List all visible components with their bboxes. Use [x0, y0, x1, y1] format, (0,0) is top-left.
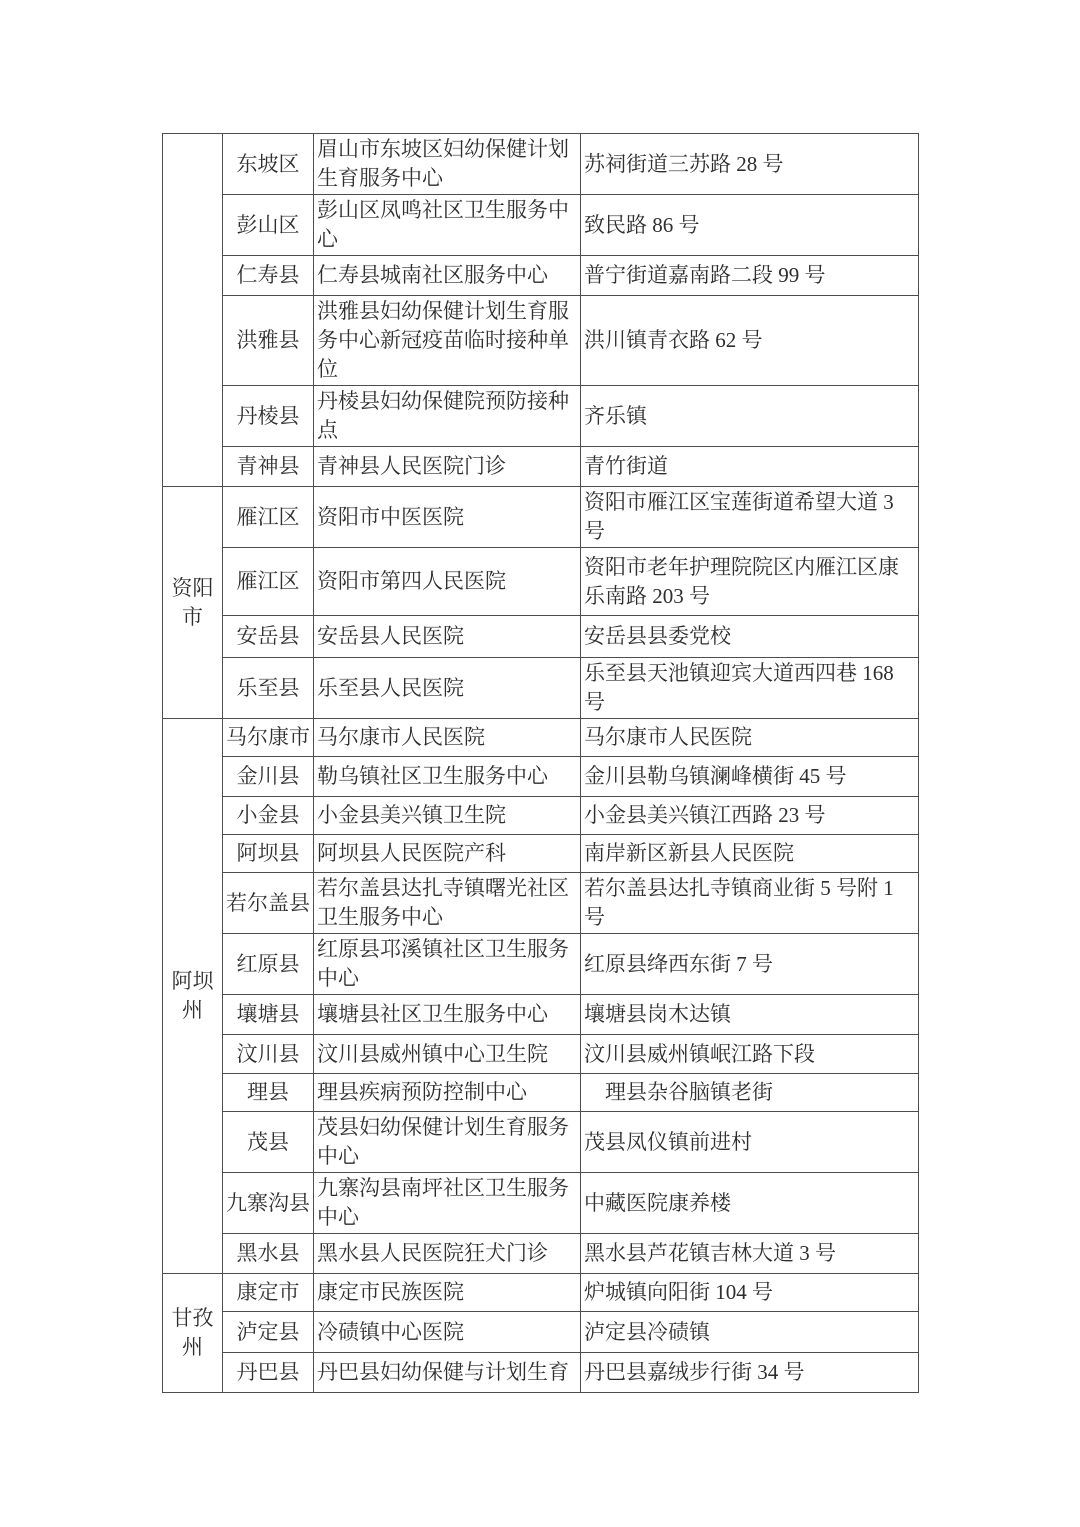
- city-cell: 资阳市: [163, 487, 223, 719]
- county-cell: 泸定县: [223, 1312, 314, 1353]
- county-cell: 彭山区: [223, 195, 314, 256]
- table-row: [163, 386, 919, 447]
- table-row: [163, 797, 919, 835]
- county-cell: 红原县: [223, 934, 314, 995]
- table-row: [163, 835, 919, 873]
- table-row: [163, 1035, 919, 1074]
- county-cell: 仁寿县: [223, 256, 314, 296]
- table-row: [163, 719, 919, 757]
- table-row: [163, 1312, 919, 1353]
- table-row: [163, 548, 919, 616]
- county-cell: 青神县: [223, 447, 314, 487]
- county-cell: 黑水县: [223, 1234, 314, 1274]
- table-row: [163, 447, 919, 487]
- institution-cell: 仁寿县城南社区服务中心: [314, 256, 581, 296]
- city-cell: 阿坝州: [163, 719, 223, 1274]
- institution-cell: 冷碛镇中心医院: [314, 1312, 581, 1353]
- county-cell: 茂县: [223, 1112, 314, 1173]
- address-cell: 茂县凤仪镇前进村: [581, 1112, 919, 1173]
- table-row: [163, 616, 919, 658]
- county-cell: 小金县: [223, 797, 314, 835]
- table-row: [163, 1173, 919, 1234]
- table-row: [163, 487, 919, 548]
- institution-cell: 壤塘县社区卫生服务中心: [314, 995, 581, 1035]
- address-cell: 南岸新区新县人民医院: [581, 835, 919, 873]
- address-cell: 红原县绛西东街 7 号: [581, 934, 919, 995]
- institution-cell: 马尔康市人民医院: [314, 719, 581, 757]
- address-cell: 洪川镇青衣路 62 号: [581, 296, 919, 386]
- institution-cell: 茂县妇幼保健计划生育服务中心: [314, 1112, 581, 1173]
- institution-cell: 九寨沟县南坪社区卫生服务中心: [314, 1173, 581, 1234]
- table-row: [163, 195, 919, 256]
- table-row: [163, 296, 919, 386]
- institution-cell: 黑水县人民医院狂犬门诊: [314, 1234, 581, 1274]
- address-cell: 若尔盖县达扎寺镇商业街 5 号附 1 号: [581, 873, 919, 934]
- county-cell: 雁江区: [223, 548, 314, 616]
- address-cell: 致民路 86 号: [581, 195, 919, 256]
- address-cell: 齐乐镇: [581, 386, 919, 447]
- address-cell: 普宁街道嘉南路二段 99 号: [581, 256, 919, 296]
- institution-cell: 勒乌镇社区卫生服务中心: [314, 757, 581, 797]
- table-row: [163, 1074, 919, 1112]
- institution-cell: 资阳市中医医院: [314, 487, 581, 548]
- city-cell: [163, 134, 223, 487]
- institution-cell: 红原县邛溪镇社区卫生服务中心: [314, 934, 581, 995]
- county-cell: 壤塘县: [223, 995, 314, 1035]
- county-cell: 阿坝县: [223, 835, 314, 873]
- county-cell: 汶川县: [223, 1035, 314, 1074]
- address-cell: 马尔康市人民医院: [581, 719, 919, 757]
- county-cell: 安岳县: [223, 616, 314, 658]
- address-cell: 汶川县威州镇岷江路下段: [581, 1035, 919, 1074]
- county-cell: 九寨沟县: [223, 1173, 314, 1234]
- county-cell: 理县: [223, 1074, 314, 1112]
- institution-cell: 理县疾病预防控制中心: [314, 1074, 581, 1112]
- institution-cell: 阿坝县人民医院产科: [314, 835, 581, 873]
- table-row: [163, 658, 919, 719]
- address-cell: 壤塘县岗木达镇: [581, 995, 919, 1035]
- institution-cell: 康定市民族医院: [314, 1274, 581, 1312]
- institution-cell: 安岳县人民医院: [314, 616, 581, 658]
- table-row: [163, 1112, 919, 1173]
- institution-cell: 小金县美兴镇卫生院: [314, 797, 581, 835]
- county-cell: 康定市: [223, 1274, 314, 1312]
- table-row: [163, 1353, 919, 1393]
- county-cell: 洪雅县: [223, 296, 314, 386]
- table-row: [163, 757, 919, 797]
- county-cell: 乐至县: [223, 658, 314, 719]
- address-cell: 乐至县天池镇迎宾大道西四巷 168 号: [581, 658, 919, 719]
- address-cell: 资阳市雁江区宝莲街道希望大道 3 号: [581, 487, 919, 548]
- institution-cell: 洪雅县妇幼保健计划生育服务中心新冠疫苗临时接种单位: [314, 296, 581, 386]
- county-cell: 马尔康市: [223, 719, 314, 757]
- address-cell: 中藏医院康养楼: [581, 1173, 919, 1234]
- address-cell: 安岳县县委党校: [581, 616, 919, 658]
- county-cell: 丹棱县: [223, 386, 314, 447]
- table-row: [163, 256, 919, 296]
- institution-cell: 丹巴县妇幼保健与计划生育: [314, 1353, 581, 1393]
- table-row: [163, 995, 919, 1035]
- table-row: [163, 134, 919, 195]
- county-cell: 若尔盖县: [223, 873, 314, 934]
- address-cell: 资阳市老年护理院院区内雁江区康乐南路 203 号: [581, 548, 919, 616]
- institution-cell: 丹棱县妇幼保健院预防接种点: [314, 386, 581, 447]
- address-cell: 青竹街道: [581, 447, 919, 487]
- county-cell: 丹巴县: [223, 1353, 314, 1393]
- address-cell: 泸定县冷碛镇: [581, 1312, 919, 1353]
- address-cell: 苏祠街道三苏路 28 号: [581, 134, 919, 195]
- address-cell: 炉城镇向阳街 104 号: [581, 1274, 919, 1312]
- institution-cell: 汶川县威州镇中心卫生院: [314, 1035, 581, 1074]
- city-cell: 甘孜州: [163, 1274, 223, 1393]
- vaccination-sites-table: [162, 133, 919, 1393]
- institution-cell: 青神县人民医院门诊: [314, 447, 581, 487]
- table-row: [163, 1234, 919, 1274]
- institution-cell: 若尔盖县达扎寺镇曙光社区卫生服务中心: [314, 873, 581, 934]
- table-row: [163, 1274, 919, 1312]
- address-cell: 丹巴县嘉绒步行街 34 号: [581, 1353, 919, 1393]
- address-cell: 小金县美兴镇江西路 23 号: [581, 797, 919, 835]
- address-cell: 理县杂谷脑镇老街: [581, 1074, 919, 1112]
- county-cell: 东坡区: [223, 134, 314, 195]
- table-row: [163, 934, 919, 995]
- county-cell: 金川县: [223, 757, 314, 797]
- address-cell: 黑水县芦花镇吉林大道 3 号: [581, 1234, 919, 1274]
- address-cell: 金川县勒乌镇澜峰横街 45 号: [581, 757, 919, 797]
- institution-cell: 乐至县人民医院: [314, 658, 581, 719]
- institution-cell: 彭山区凤鸣社区卫生服务中心: [314, 195, 581, 256]
- institution-cell: 资阳市第四人民医院: [314, 548, 581, 616]
- county-cell: 雁江区: [223, 487, 314, 548]
- institution-cell: 眉山市东坡区妇幼保健计划生育服务中心: [314, 134, 581, 195]
- table-row: [163, 873, 919, 934]
